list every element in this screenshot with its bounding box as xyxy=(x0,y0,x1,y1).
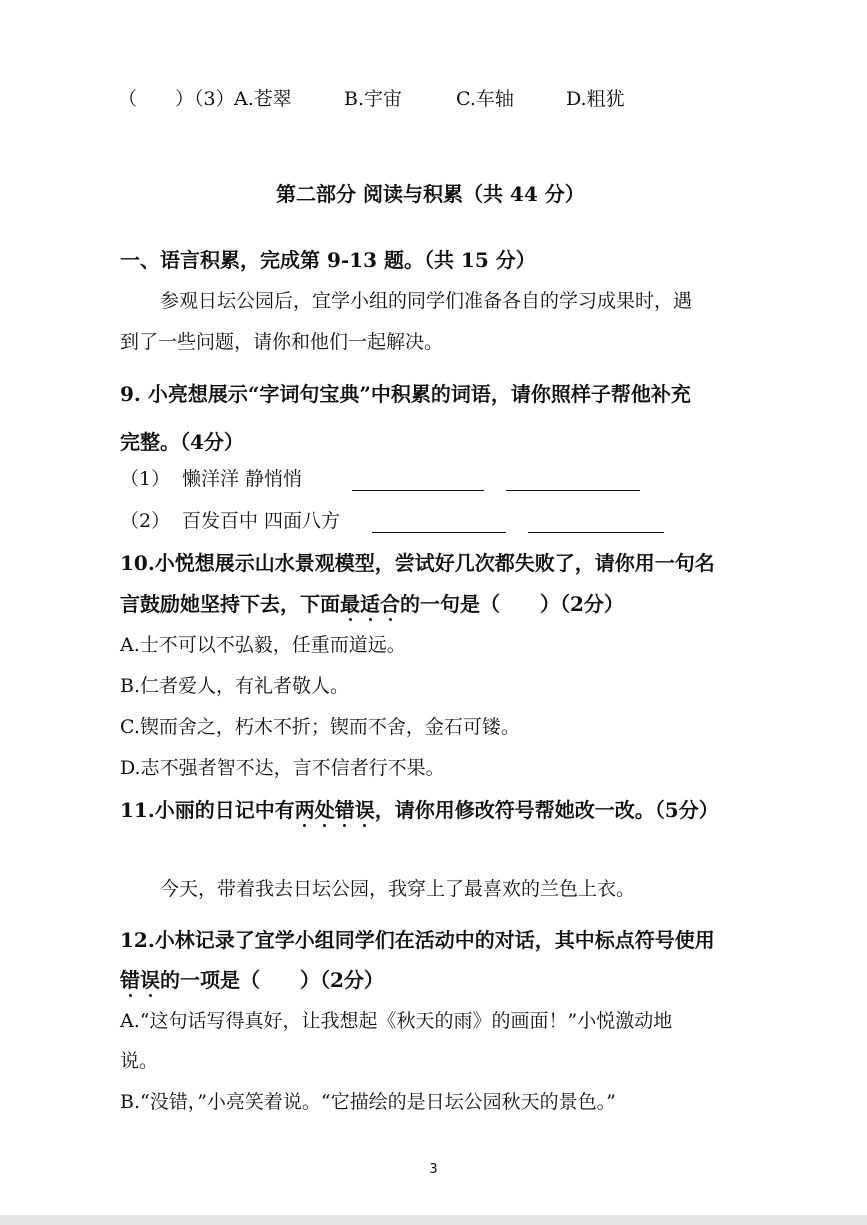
q10-option-a: A.士不可以不弘毅，任重而道远。 xyxy=(120,634,406,656)
q10-option-d: D.志不强者智不达，言不信者行不果。 xyxy=(120,757,445,779)
emphasis-char: 处 xyxy=(314,798,335,822)
answer-paren: （ ） xyxy=(118,88,195,110)
emphasis-char: 误 xyxy=(354,798,375,822)
section1-intro-line2: 到了一些问题，请你和他们一起解决。 xyxy=(120,331,444,353)
q10-option-b: B.仁者爱人，有礼者敬人。 xyxy=(120,675,350,697)
emphasis-char: 错 xyxy=(334,798,355,822)
q10-stem-text-end: 的一句是（ ）（2分） xyxy=(400,592,624,616)
q10-stem-text: 言鼓励她坚持下去，下面 xyxy=(120,592,340,616)
section1-intro-line1: 参观日坛公园后，宜学小组的同学们准备各自的学习成果时，遇 xyxy=(160,290,693,312)
q12-option-a-line1: A.“这句话写得真好，让我想起《秋天的雨》的画面！”小悦激动地 xyxy=(120,1010,673,1032)
q9-stem-line2: 完整。（4分） xyxy=(120,430,244,454)
q9-item1-blank1[interactable] xyxy=(352,489,484,491)
q12-stem-line2 xyxy=(120,970,384,990)
q8-item-number: （3） xyxy=(194,88,235,110)
scan-bottom-edge xyxy=(0,1215,867,1225)
q12-option-a-line2: 说。 xyxy=(120,1050,159,1072)
q11-diary-text: 今天，带着我去日坛公园，我穿上了最喜欢的兰色上衣。 xyxy=(160,878,636,900)
q12-stem-text-end: 的一项是（ ）（2分） xyxy=(160,968,384,992)
emphasis-char: 合 xyxy=(380,592,400,616)
q8-item3-row xyxy=(118,90,235,109)
q9-item1-text: 懒洋洋 静悄悄 xyxy=(182,468,303,490)
q8-option-c: C.车轴 xyxy=(456,88,514,110)
q11-stem xyxy=(120,800,719,820)
q9-item2-blank1[interactable] xyxy=(372,531,506,533)
section1-title: 一、语言积累，完成第 9-13 题。（共 15 分） xyxy=(120,248,536,272)
q11-stem-text-end: ，请你用修改符号帮她改一改。（5分） xyxy=(374,798,719,822)
part2-title: 第二部分 阅读与积累（共 44 分） xyxy=(276,182,585,206)
q10-option-c: C.锲而舍之，朽木不折；锲而不舍，金石可镂。 xyxy=(120,716,520,738)
emphasis-char: 适 xyxy=(360,592,380,616)
q9-item2-blank2[interactable] xyxy=(528,531,664,533)
q9-item2-text: 百发百中 四面八方 xyxy=(182,510,341,532)
q9-item1-number: （1） xyxy=(120,468,171,490)
q12-option-b: B.“没错，”小亮笑着说。“它描绘的是日坛公园秋天的景色。” xyxy=(120,1091,616,1113)
q9-item1-blank2[interactable] xyxy=(506,489,640,491)
q10-stem-line2 xyxy=(120,594,624,614)
page-number: 3 xyxy=(429,1162,438,1177)
q9-item2-number: （2） xyxy=(120,510,171,532)
emphasis-char: 错 xyxy=(120,968,140,992)
emphasis-char: 两 xyxy=(294,798,315,822)
q8-option-d: D.粗犹 xyxy=(566,88,625,110)
q12-stem-line1: 12.小林记录了宜学小组同学们在活动中的对话，其中标点符号使用 xyxy=(120,928,715,952)
emphasis-char: 最 xyxy=(340,592,360,616)
q11-stem-text: 11.小丽的日记中有 xyxy=(120,798,295,822)
q9-stem-line1: 9. 小亮想展示“字词句宝典”中积累的词语，请你照样子帮他补充 xyxy=(120,382,691,406)
q10-stem-line1: 10.小悦想展示山水景观模型，尝试好几次都失败了，请你用一句名 xyxy=(120,551,715,575)
q8-option-b: B.宇宙 xyxy=(344,88,403,110)
q8-option-a: A.苍翠 xyxy=(234,88,292,110)
emphasis-char: 误 xyxy=(140,968,160,992)
